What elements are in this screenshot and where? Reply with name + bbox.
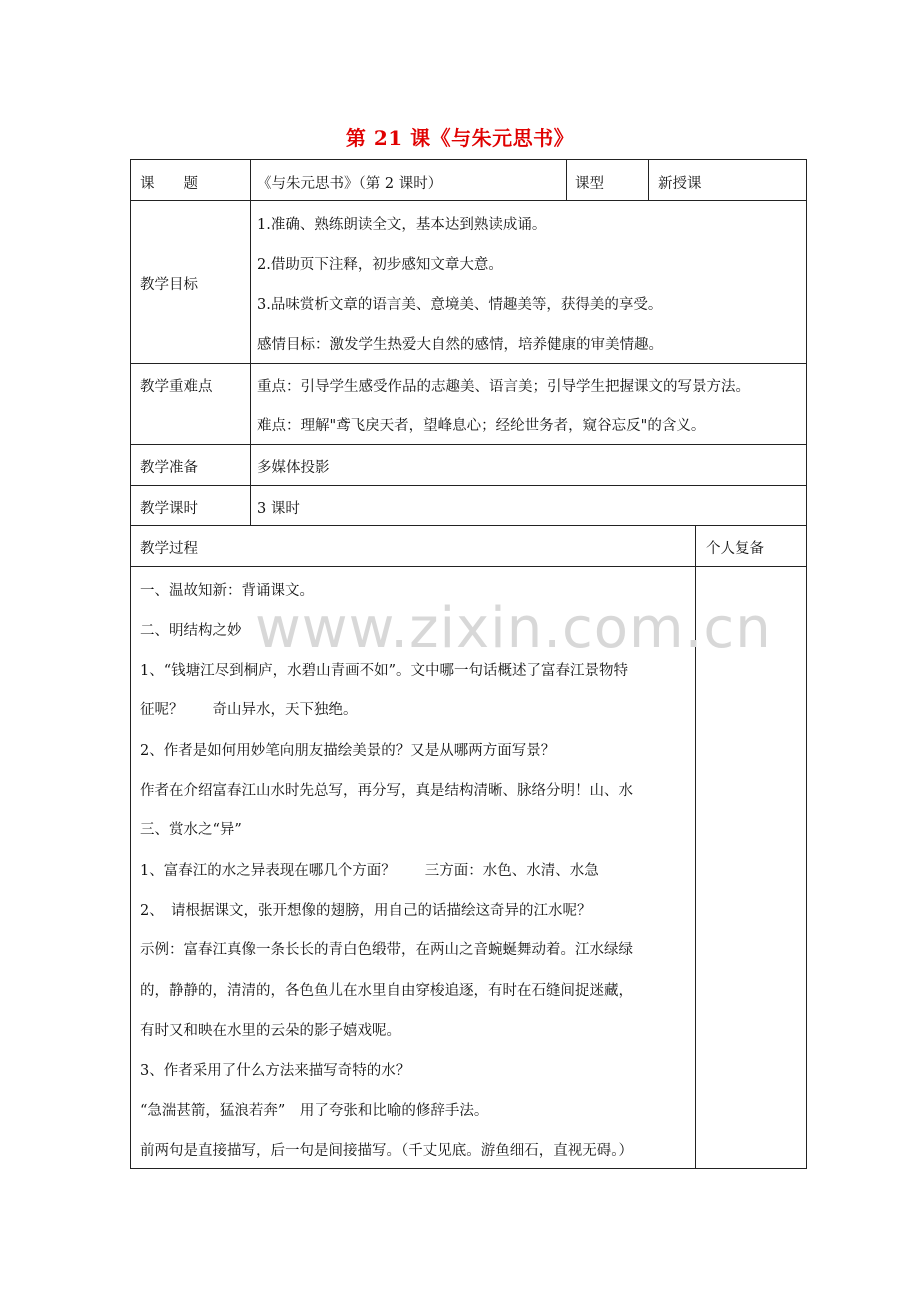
watermark: www.zixin.com.cn (255, 596, 772, 661)
table-border-right (806, 159, 807, 1169)
table-border-left (130, 159, 131, 1169)
document-title: 第 21 课《与朱元思书》 (345, 126, 575, 150)
review-label: 个人复备 (706, 541, 764, 557)
process-line: 有时又和映在水里的云朵的影子嬉戏呢。 (140, 1023, 401, 1039)
row-divider (130, 525, 807, 526)
goals-label: 教学目标 (140, 277, 198, 293)
process-line: 2、作者是如何用妙笔向朋友描绘美景的？又是从哪两方面写景？ (140, 743, 556, 759)
table-border-top (130, 159, 807, 160)
process-line: 作者在介绍富春江山水时先总写，再分写，真是结构清晰、脉络分明！山、水 (140, 783, 633, 799)
goal-item: 感情目标：激发学生热爱大自然的感情，培养健康的审美情趣。 (257, 337, 663, 353)
row-divider (130, 200, 807, 201)
process-line: 征呢？ 奇山异水，天下独绝。 (140, 702, 358, 718)
prep-label: 教学准备 (140, 460, 198, 476)
lesson-type-label: 课型 (575, 176, 604, 192)
row-divider (130, 566, 807, 567)
topic-label: 课 题 (140, 176, 198, 192)
goal-item: 1.准确、熟练朗读全文，基本达到熟读成诵。 (257, 217, 547, 233)
process-line: 2、 请根据课文，张开想像的翅膀，用自己的话描绘这奇异的江水呢？ (140, 903, 592, 919)
row-divider (130, 363, 807, 364)
row-divider (130, 444, 807, 445)
hours-value: 3 课时 (257, 501, 300, 517)
hours-label: 教学课时 (140, 501, 198, 517)
prep-value: 多媒体投影 (257, 460, 330, 476)
process-line: 三、赏水之“异” (140, 822, 242, 838)
process-line: 1、“钱塘江尽到桐庐，水碧山青画不如”。文中哪一句话概述了富春江景物特 (140, 663, 629, 679)
row-divider (130, 485, 807, 486)
goal-item: 3.品味赏析文章的语言美、意境美、情趣美等，获得美的享受。 (257, 297, 663, 313)
process-line: 前两句是直接描写，后一句是间接描写。（千丈见底。游鱼细石，直视无碍。） (140, 1143, 633, 1159)
process-line: 一、温故知新：背诵课文。 (140, 583, 314, 599)
focus-item: 重点：引导学生感受作品的志趣美、语言美；引导学生把握课文的写景方法。 (257, 379, 750, 395)
process-label: 教学过程 (140, 541, 198, 557)
process-line: 1、富春江的水之异表现在哪几个方面？ 三方面：水色、水清、水急 (140, 863, 599, 879)
process-line: 示例：富春江真像一条长长的青白色缎带，在两山之音蜿蜒舞动着。江水绿绿 (140, 942, 633, 958)
goal-item: 2.借助页下注释，初步感知文章大意。 (257, 257, 503, 273)
process-line: 的，静静的，清清的，各色鱼儿在水里自由穿梭追逐，有时在石缝间捉迷藏， (140, 983, 633, 999)
topic-value: 《与朱元思书》（第 2 课时） (257, 176, 443, 192)
process-line: 3、作者采用了什么方法来描写奇特的水？ (140, 1063, 411, 1079)
process-line: 二、明结构之妙 (140, 623, 242, 639)
col-divider-type-value (648, 159, 649, 201)
col-divider-label (250, 159, 251, 526)
lesson-type-value: 新授课 (658, 176, 702, 192)
focus-label: 教学重难点 (140, 379, 213, 395)
focus-item: 难点：理解"鸢飞戾天者，望峰息心；经纶世务者，窥谷忘反"的含义。 (257, 418, 706, 434)
col-divider-type-label (566, 159, 567, 201)
table-border-bottom (130, 1168, 807, 1169)
process-line: “急湍甚箭，猛浪若奔” 用了夸张和比喻的修辞手法。 (140, 1103, 489, 1119)
